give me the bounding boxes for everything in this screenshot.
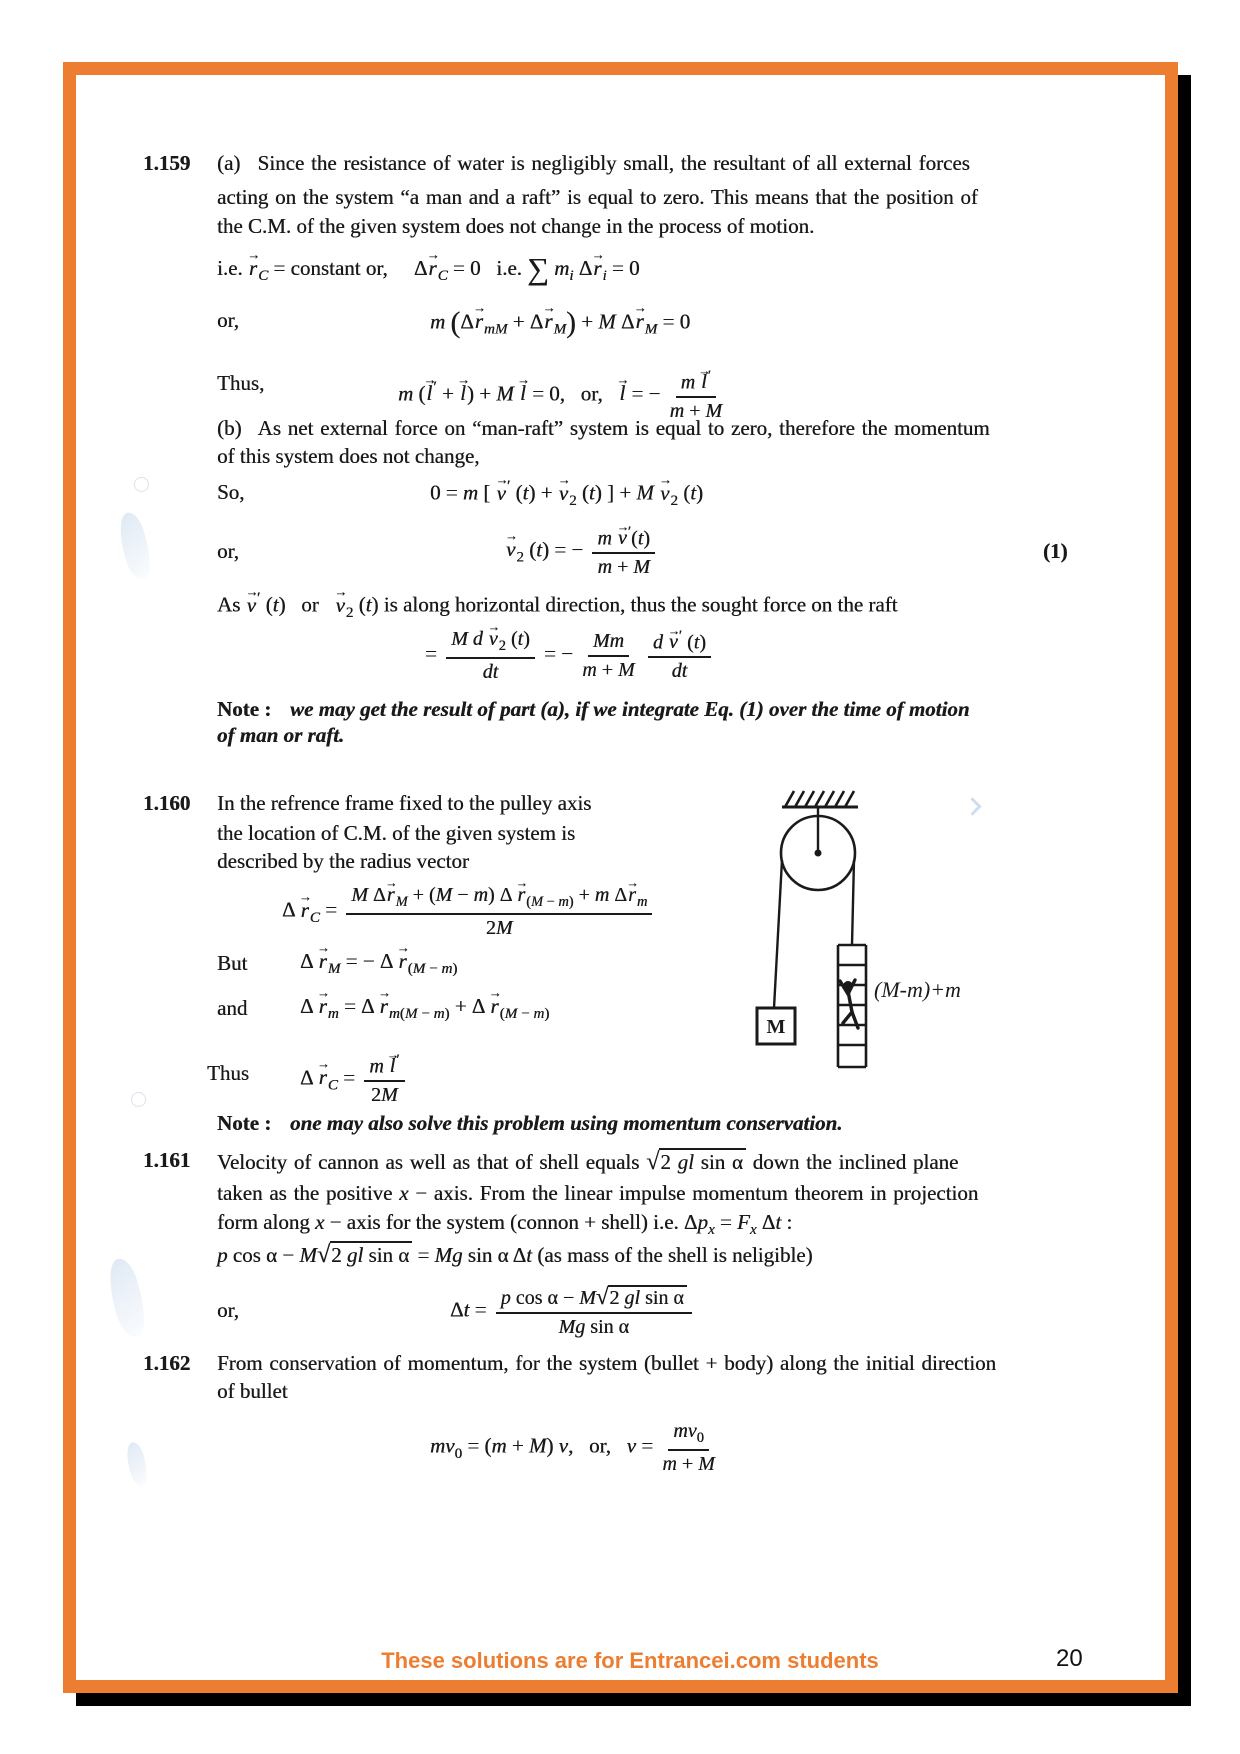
p160-eq-thus: $\Delta \to r_C$ = $\frac{m \to l'}{2M}$ — [300, 1052, 409, 1107]
p160-label-thus: Thus — [207, 1061, 249, 1085]
p159-label-thus: Thus, — [217, 371, 265, 395]
p159-eq-so: 0 = m [ → v′ (t) + → $v_2$ (t) ] + $M \to v_2$ (t) — [430, 477, 703, 511]
scan-artifact-ring — [131, 1092, 146, 1107]
ceiling-hatching — [785, 791, 854, 807]
p159-equation-number: (1) — [1043, 539, 1068, 563]
problem-number-1160: 1.160 — [143, 791, 191, 815]
p160-line3: described by the radius vector — [217, 849, 469, 873]
p159-note-label: Note : — [217, 697, 272, 721]
scan-artifact-ring — [134, 477, 149, 492]
p159-line3: the C.M. of the given system does not change in the process of motion. — [217, 214, 815, 238]
p162-line2: of bullet — [217, 1379, 288, 1403]
p161-label-or: or, — [217, 1298, 239, 1322]
p162-eq: $mv_0 = (m + M)$ v, or, v = $\frac{mv_0}{m + M}$ — [430, 1420, 715, 1475]
pulley-diagram — [740, 780, 1000, 1080]
p159-eq-thus: m (→ l′ + → l) + M → l = 0, or, → l = − $\frac{m \to l'}{m + M}$ — [398, 368, 726, 423]
p161-eq-dt: Δt = $\frac{\text{p cos α − M√2 gl sin α}}{\text{Mg sin α}}$ — [450, 1284, 696, 1339]
p159-line-as: As → v′ (t) or → $v_2$ (t) is along horizontal direction, thus the sought force on the raft — [217, 589, 897, 623]
p159-note-line2: of man or raft. — [217, 723, 345, 747]
p161-line1: Velocity of cannon as well as that of shell equals √2 gl sin α down the inclined plane — [217, 1148, 959, 1175]
p161-line2: taken as the positive x − axis. From the linear impulse momentum theorem in projection — [217, 1181, 979, 1205]
p161-line3: form along x − axis for the system (connon + shell) i.e. $\Delta p_x = F_x$ Δt : — [217, 1210, 793, 1239]
problem-number-1161: 1.161 — [143, 1148, 191, 1172]
p160-eq-main: $\Delta \to r_C$ = $\frac{M \Delta\to r_M + (M - m) \Delta \to r_{(M - m)} + m \Delta\to r_m}{2M}$ — [282, 884, 656, 940]
mass-box-label: M — [766, 1016, 786, 1038]
ladder-mass-label: (M-m)+m — [874, 977, 961, 1002]
p159-line1: (a) Since the resistance of water is negligibly small, the resultant of all external forces — [217, 151, 970, 175]
rope-right — [852, 860, 854, 945]
p160-eq-but: $\Delta \to r_M$ = − $\Delta \to r_{(M - m)}$ — [300, 948, 457, 979]
p159-label-or1: or, — [217, 308, 239, 332]
p160-note-label: Note : — [217, 1111, 272, 1135]
p159-line2: acting on the system “a man and a raft” is equal to zero. This means that the position of — [217, 185, 978, 209]
rope-left — [774, 860, 782, 1008]
page-number: 20 — [1056, 1645, 1083, 1672]
p159-line-b2: of this system does not change, — [217, 444, 480, 468]
problem-number-1159: 1.159 — [143, 151, 191, 175]
problem-number-1162: 1.162 — [143, 1351, 191, 1375]
p160-label-but: But — [217, 951, 248, 975]
p159-eq-force: = $\frac{M d \to v_2 (t)}{dt}$ = − $\frac{Mm}{m + M}$ $\frac{d \to v' (t)}{dt}$ — [425, 628, 715, 684]
p161-line4: p cos α − M√2 gl sin α = Mg sin α Δt (as mass of the shell is neligible) — [217, 1241, 813, 1268]
pulley-axle-pin — [815, 850, 822, 857]
p159-note-line1: we may get the result of part (a), if we integrate Eq. (1) over the time of motion — [290, 697, 970, 721]
p159-eq-or2: → $v_2$ (t) = − $\frac{m \to v'(t)}{m + M}$ — [505, 524, 659, 579]
p159-line-b1: (b) As net external force on “man-raft” system is equal to zero, therefore the momentum — [217, 416, 990, 440]
p159-label-or2: or, — [217, 539, 239, 563]
p160-note-text: one may also solve this problem using momentum conservation. — [290, 1111, 843, 1135]
p160-line1: In the refrence frame fixed to the pulley axis — [217, 791, 592, 815]
footer-branding-text: These solutions are for Entrancei.com students — [381, 1648, 879, 1673]
p159-label-so: So, — [217, 480, 245, 504]
p160-label-and: and — [217, 996, 248, 1020]
p162-line1: From conservation of momentum, for the system (bullet + body) along the initial direction — [217, 1351, 997, 1375]
p160-line2: the location of C.M. of the given system is — [217, 821, 576, 845]
p159-eq-or1: m $(\Delta\to r_{mM} + \Delta\to r_M) + M$ $\Delta\to r_M = 0$ — [430, 305, 690, 342]
p160-eq-and: $\Delta \to r_m = \Delta \to r_{m(M - m)} + \Delta \to r_{(M - m)}$ — [300, 993, 549, 1024]
p159-eq-ie: i.e. → $r_C$ = constant or, $\Delta\to r_C = 0$ i.e. ∑ $m_i$ $\Delta\to r_i = 0$ — [217, 250, 640, 288]
